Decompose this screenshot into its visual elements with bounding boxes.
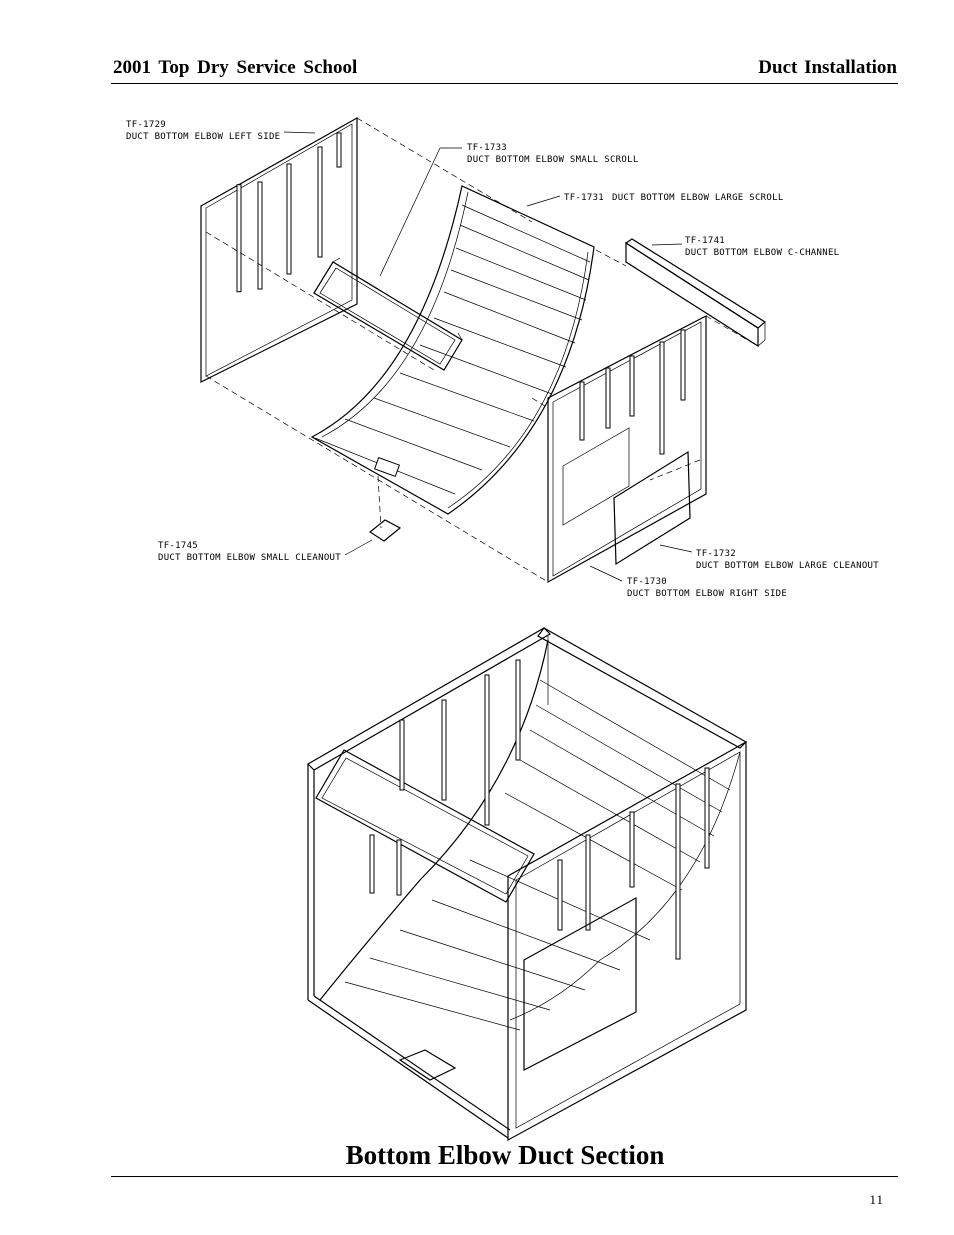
- label-tf-1745-desc: DUCT BOTTOM ELBOW SMALL CLEANOUT: [158, 553, 341, 563]
- assembled-duct: [308, 628, 746, 1140]
- figure-caption: Bottom Elbow Duct Section: [345, 1140, 665, 1170]
- label-tf-1741-part: TF-1741: [685, 236, 726, 246]
- page-number: 11: [869, 1192, 884, 1207]
- label-tf-1732-part: TF-1732: [696, 549, 737, 559]
- header-right-title: Duct Installation: [758, 57, 897, 78]
- large-scroll-part: [312, 186, 594, 514]
- label-tf-1729-desc: DUCT BOTTOM ELBOW LEFT SIDE: [126, 132, 281, 142]
- label-tf-1733-desc: DUCT BOTTOM ELBOW SMALL SCROLL: [467, 155, 639, 165]
- right-side-panel: [548, 316, 706, 582]
- label-tf-1733-part: TF-1733: [467, 143, 508, 153]
- footer-rule: [111, 1176, 898, 1177]
- label-tf-1731-part: TF-1731: [564, 193, 605, 203]
- label-tf-1730-part: TF-1730: [627, 577, 668, 587]
- small-cleanout-part: [370, 520, 400, 541]
- left-side-panel: [201, 118, 357, 382]
- header-left-title: 2001 Top Dry Service School: [113, 57, 358, 78]
- label-tf-1730-desc: DUCT BOTTOM ELBOW RIGHT SIDE: [627, 589, 788, 599]
- label-tf-1731-desc: DUCT BOTTOM ELBOW LARGE SCROLL: [612, 193, 784, 203]
- label-tf-1729-part: TF-1729: [126, 120, 167, 130]
- label-tf-1732-desc: DUCT BOTTOM ELBOW LARGE CLEANOUT: [696, 561, 879, 571]
- label-tf-1741-desc: DUCT BOTTOM ELBOW C-CHANNEL: [685, 248, 840, 258]
- label-tf-1745-part: TF-1745: [158, 541, 199, 551]
